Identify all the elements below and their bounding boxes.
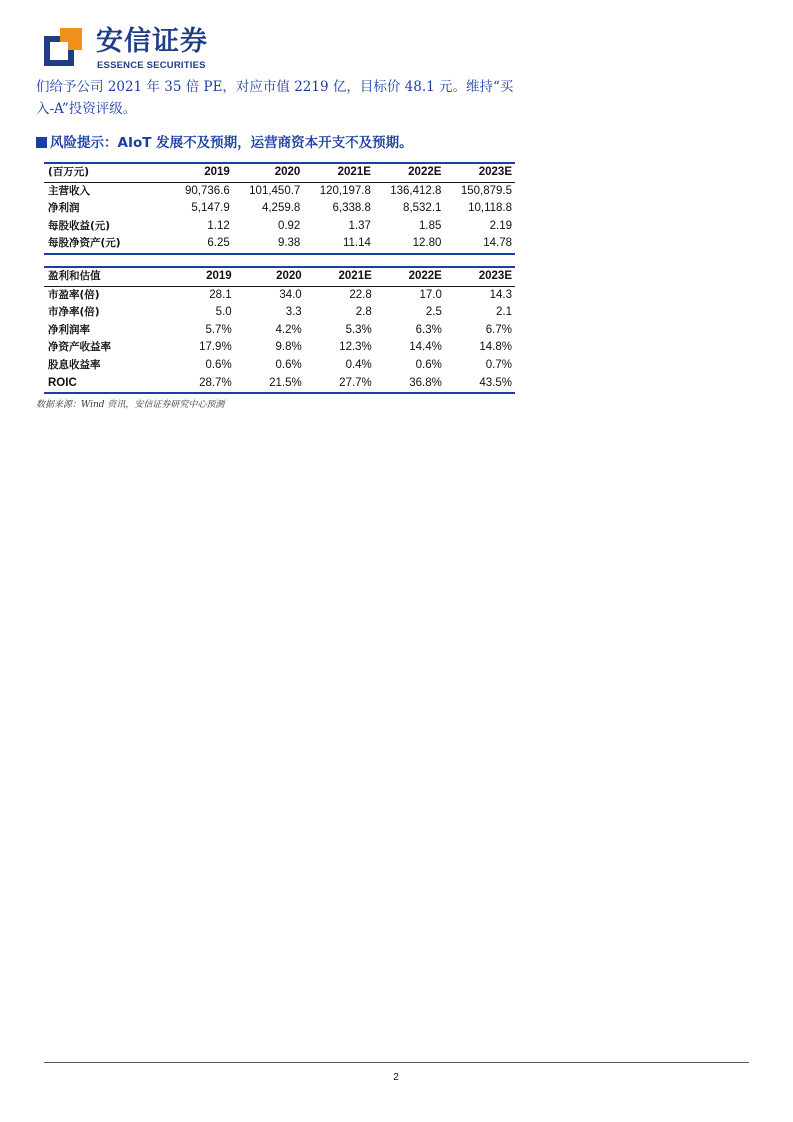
row-label: 股息收益率 — [48, 358, 101, 371]
table-row — [44, 357, 515, 375]
table-header-cell: (百万元) — [44, 163, 163, 182]
page-number: 2 — [393, 1072, 399, 1083]
table-row — [44, 322, 515, 340]
financial-summary-table — [44, 162, 515, 255]
table-cell: 5.3% — [345, 323, 372, 336]
table-row — [44, 375, 515, 394]
table-cell: 14.8% — [479, 341, 512, 354]
table-header-cell: 2021E — [305, 267, 375, 286]
table-cell: 17.0 — [419, 288, 442, 301]
table-cell: 17.9% — [199, 341, 232, 354]
table-cell: 5.7% — [205, 323, 232, 336]
table-header-row — [44, 163, 515, 182]
table-cell: 9.8% — [275, 341, 302, 354]
brand-name-en: ESSENCE SECURITIES — [97, 60, 206, 71]
bullet-square-icon — [36, 137, 47, 148]
data-source-note: 数据来源：Wind 资讯，安信证券研究中心预测 — [36, 400, 225, 410]
table-cell: 12.3% — [339, 341, 372, 354]
footer-divider — [44, 1062, 749, 1063]
table-row — [44, 182, 515, 200]
table-cell: 5.0 — [215, 306, 232, 319]
table-cell: 6.3% — [415, 323, 442, 336]
table-cell: 8,532.1 — [403, 202, 442, 215]
risk-notice — [36, 131, 413, 151]
table-cell: 2.5 — [425, 306, 442, 319]
row-label: 市净率(倍) — [48, 306, 100, 319]
table-header-cell: 2019 — [165, 267, 235, 286]
table-row — [44, 218, 515, 236]
table-row — [44, 235, 515, 254]
table-cell: 36.8% — [375, 375, 445, 394]
row-label: 净资产收益率 — [48, 341, 111, 354]
table-header-cell: 2023E — [445, 267, 515, 286]
table-cell: 5,147.9 — [191, 202, 230, 215]
row-label: 每股收益(元) — [48, 219, 111, 232]
brand-name-cn: 安信证券 — [96, 26, 208, 57]
table-cell: 9.38 — [233, 235, 304, 254]
table-cell: 0.6% — [275, 358, 302, 371]
table-cell: 120,197.8 — [319, 184, 371, 197]
table-cell: 28.7% — [165, 375, 235, 394]
table-cell: 27.7% — [305, 375, 375, 394]
table-header-row — [44, 267, 515, 286]
table-cell: 1.12 — [207, 219, 230, 232]
table-cell: 136,412.8 — [390, 184, 442, 197]
table-cell: 6,338.8 — [332, 202, 371, 215]
table-cell: 11.14 — [303, 235, 374, 254]
table-cell: 0.4% — [345, 358, 372, 371]
rating-paragraph: 们给予公司 2021 年 35 倍 PE，对应市值 2219 亿，目标价 48.1 元。维持“买入-A”投资评级。 — [36, 79, 514, 117]
table-cell: 90,736.6 — [185, 184, 230, 197]
row-label: ROIC — [44, 375, 165, 394]
table-cell: 14.78 — [444, 235, 515, 254]
table-cell: 2.1 — [496, 306, 512, 319]
table-cell: 12.80 — [374, 235, 445, 254]
table-cell: 1.85 — [419, 219, 442, 232]
table-cell: 10,118.8 — [468, 202, 512, 215]
table-cell: 14.3 — [489, 288, 512, 301]
table-cell: 2.8 — [355, 306, 372, 319]
row-label: 每股净资产(元) — [44, 235, 163, 254]
table-row — [44, 286, 515, 304]
risk-notice-text: 风险提示：AIoT 发展不及预期，运营商资本开支不及预期。 — [50, 135, 413, 151]
table-cell: 4,259.8 — [261, 202, 301, 215]
table-cell: 28.1 — [209, 288, 232, 301]
table-cell: 4.2% — [275, 323, 302, 336]
table-cell: 1.37 — [348, 219, 371, 232]
table-header-cell: 2023E — [444, 163, 515, 182]
table-cell: 0.7% — [485, 358, 512, 371]
table-cell: 22.8 — [349, 288, 372, 301]
table-cell: 0.6% — [205, 358, 232, 371]
table-cell: 2.19 — [489, 219, 512, 232]
table-cell: 21.5% — [235, 375, 305, 394]
table-header-cell: 2022E — [374, 163, 445, 182]
table-header-cell: 2020 — [233, 163, 304, 182]
table-cell: 3.3 — [285, 306, 302, 319]
table-cell: 34.0 — [279, 288, 302, 301]
table-cell: 101,450.7 — [249, 184, 301, 197]
table-cell: 6.25 — [163, 235, 233, 254]
table-header-cell: 2020 — [235, 267, 305, 286]
table-cell: 43.5% — [445, 375, 515, 394]
row-label: 主营收入 — [48, 184, 90, 197]
table-header-cell: 2019 — [163, 163, 233, 182]
row-label: 净利润 — [48, 202, 80, 215]
table-cell: 150,879.5 — [460, 184, 512, 197]
table-cell: 0.92 — [277, 219, 301, 232]
table-cell: 14.4% — [409, 341, 442, 354]
valuation-table — [44, 266, 515, 394]
table-header-cell: 盈利和估值 — [44, 267, 165, 286]
table-header-cell: 2021E — [303, 163, 374, 182]
table-row — [44, 200, 515, 218]
table-header-cell: 2022E — [375, 267, 445, 286]
essence-securities-logo — [44, 28, 84, 68]
table-cell: 0.6% — [415, 358, 442, 371]
table-row — [44, 339, 515, 357]
row-label: 市盈率(倍) — [48, 288, 100, 301]
row-label: 净利润率 — [48, 323, 90, 336]
table-row — [44, 304, 515, 322]
table-cell: 6.7% — [485, 323, 512, 336]
